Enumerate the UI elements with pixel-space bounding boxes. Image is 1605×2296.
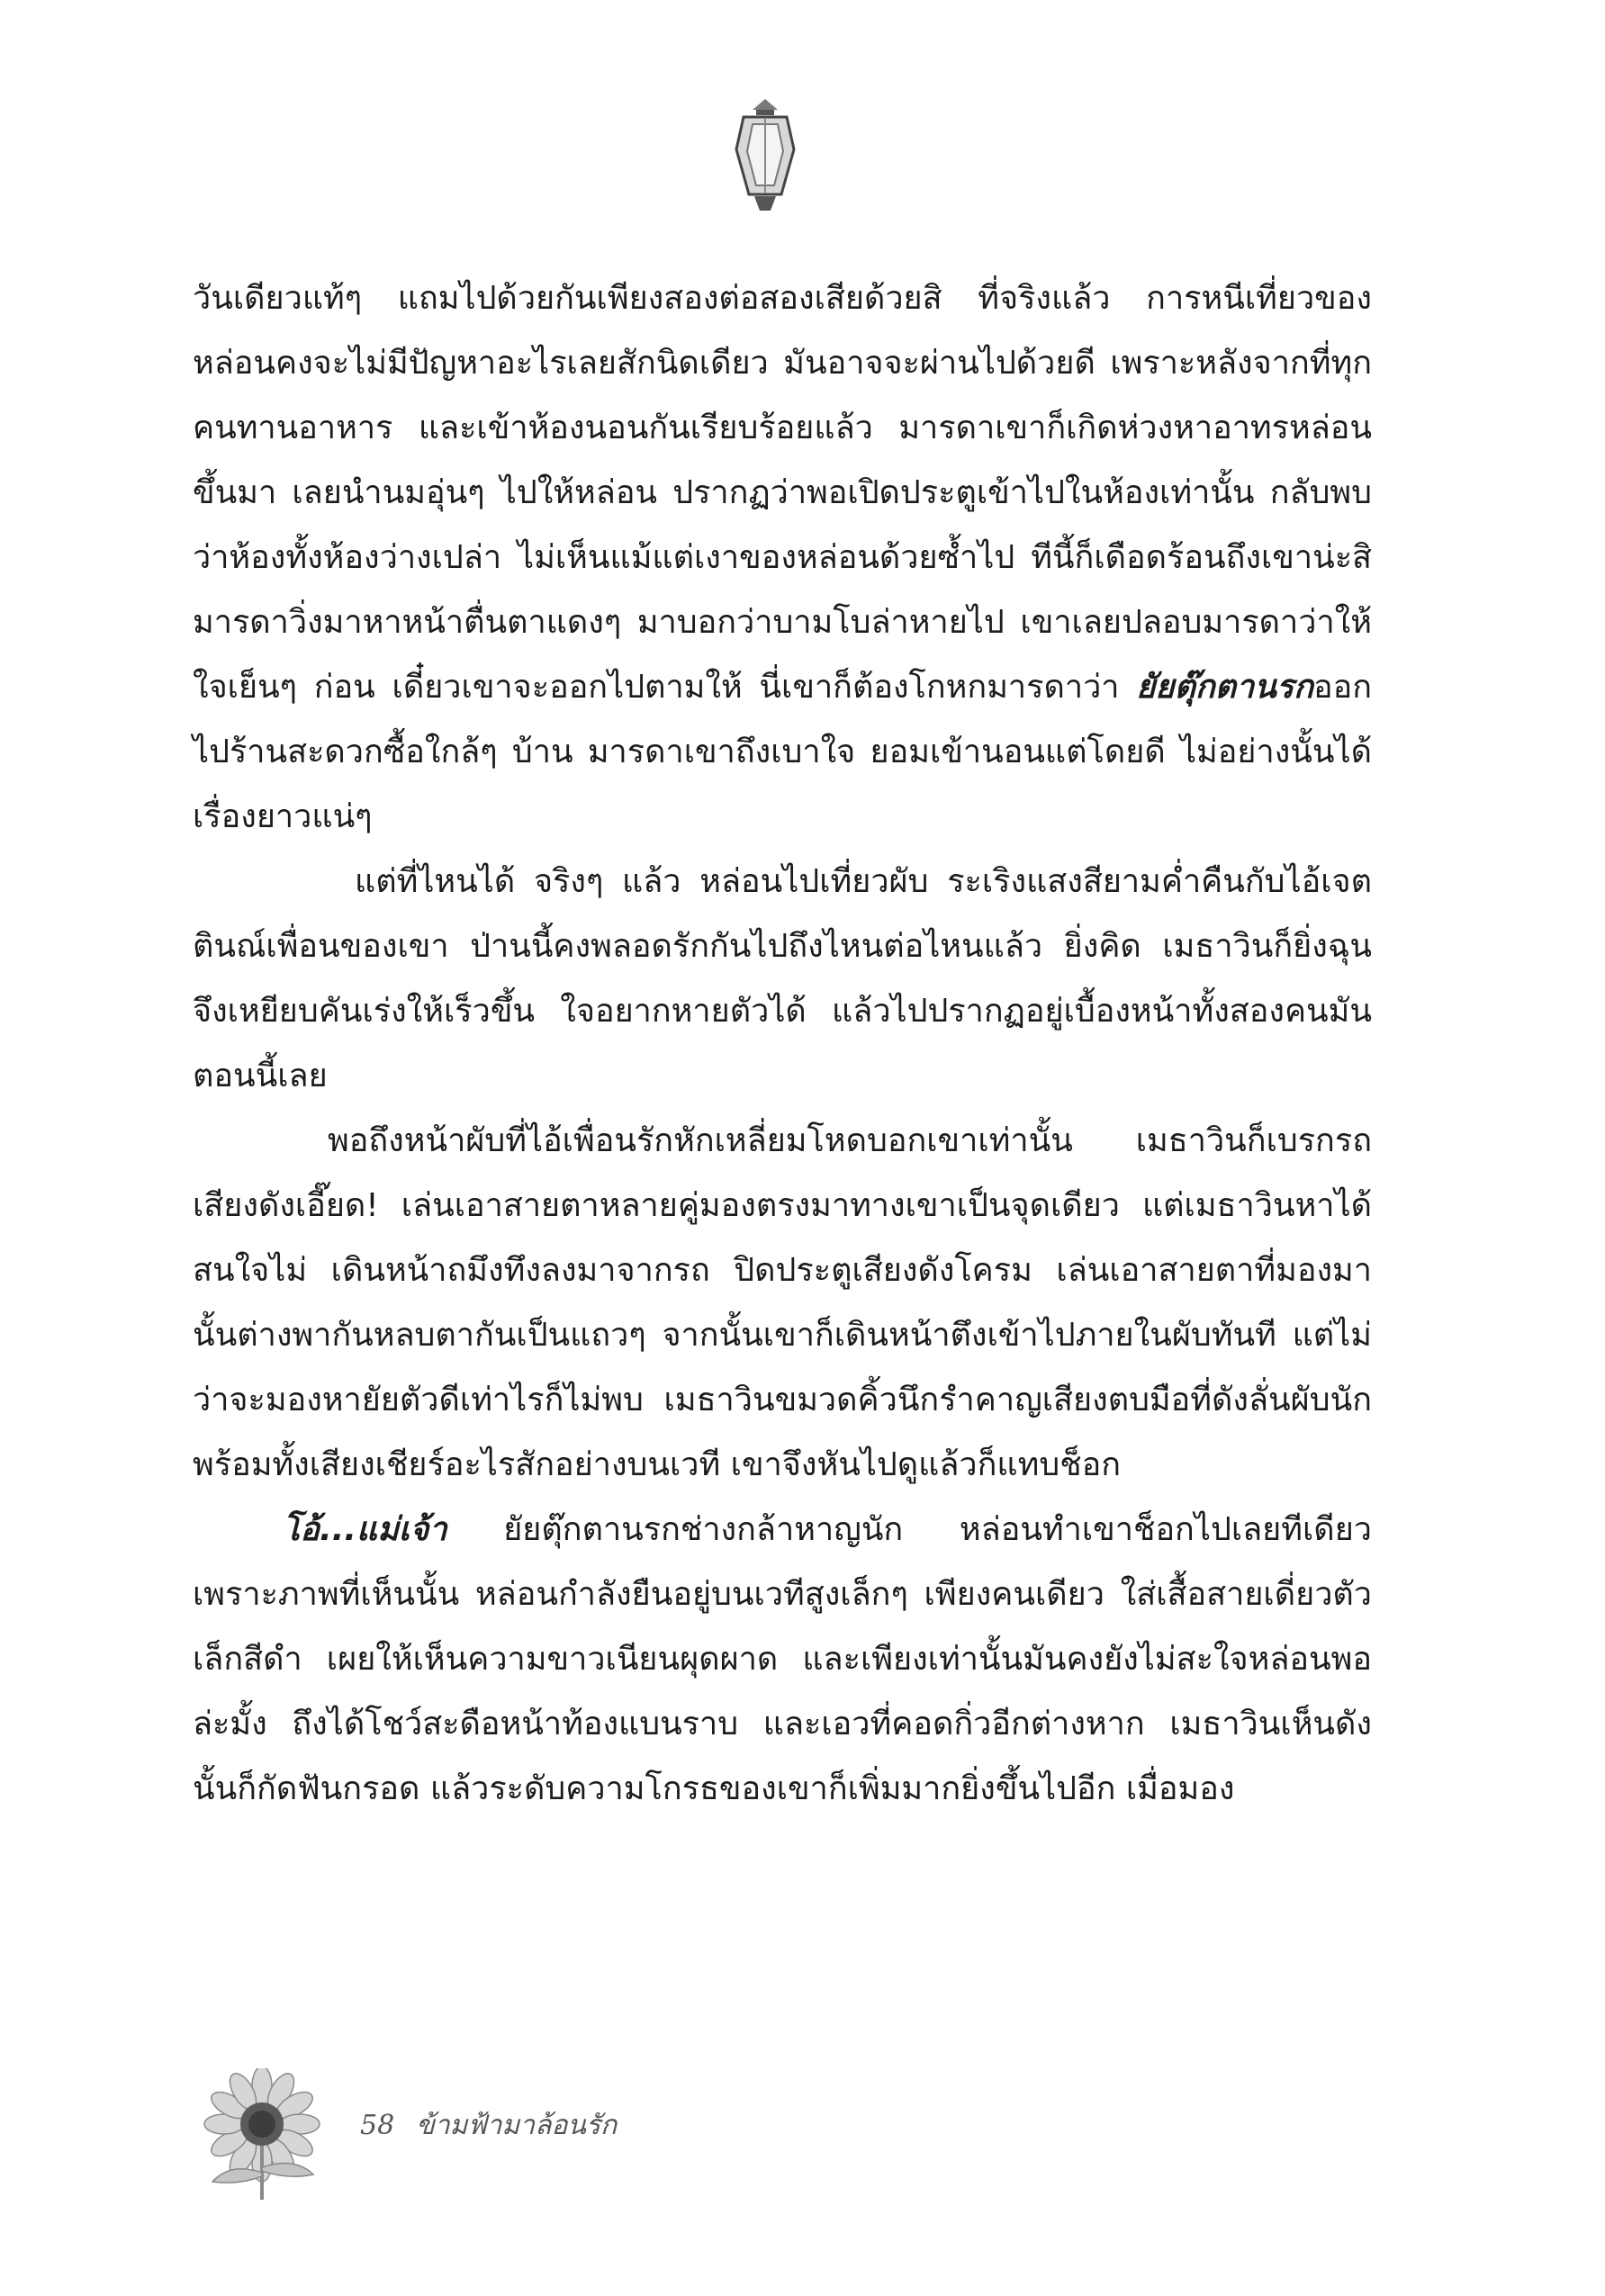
paragraph-3 (193, 1109, 1372, 1498)
lantern-icon (729, 97, 801, 212)
body-text (193, 266, 1372, 1822)
paragraph-1 (193, 266, 1372, 850)
sunflower-icon (194, 2068, 329, 2203)
emphasis-text: ยัยตุ๊กตานรก (1136, 669, 1313, 706)
paragraph-4 (193, 1498, 1372, 1822)
emphasis-text: โอ้...แม่เจ้า (283, 1511, 447, 1548)
book-title: ข้ามฟ้ามาล้อนรัก (416, 2110, 618, 2141)
text-run: ออกไปร้านสะดวกซื้อใกล้ๆ บ้าน มารดาเขาถึงเบาใจ ยอมเข้านอนแต่โดยดี ไม่อย่างนั้นได้เรื่องยาวแน่ๆ (193, 669, 1372, 835)
page-number: 58 (360, 2110, 395, 2141)
text-run: พอถึงหน้าผับที่ไอ้เพื่อนรักหักเหลี่ยมโหดบอกเขาเท่านั้น เมธาวินก็เบรกรถเสียงดังเอี๊ยด! เล่นเอาสายตาหลายคู่มองตรงมาทางเขาเป็นจุดเดียว แต่เมธาวินหาได้สนใจไม่ เดินหน้าถมึงทึงลงมาจากรถ ปิดประตูเสียงดังโครม เล่นเอาสายตาที่มองมานั้นต่างพากันหลบตากันเป็นแถวๆ จากนั้นเขาก็เดินหน้าตึงเข้าไปภายในผับทันที แต่ไม่ว่าจะมองหายัยตัวดีเท่าไรก็ไม่พบ เมธาวินขมวดคิ้วนึกรำคาญเสียงตบมือที่ดังลั่นผับนัก พร้อมทั้งเสียงเชียร์อะไรสักอย่างบนเวที เขาจึงหันไปดูแล้วก็แทบช็อก (193, 1122, 1372, 1483)
text-run: ยัยตุ๊กตานรกช่างกล้าหาญนัก หล่อนทำเขาช็อกไปเลยทีเดียว เพราะภาพที่เห็นนั้น หล่อนกำลังยืนอยู่บนเวทีสูงเล็กๆ เพียงคนเดียว ใส่เสื้อสายเดี่ยวตัวเล็กสีดำ เผยให้เห็นความขาวเนียนผุดผาด และเพียงเท่านั้นมันคงยังไม่สะใจหล่อนพอล่ะมั้ง ถึงได้โชว์สะดือหน้าท้องแบนราบ และเอวที่คอดกิ่วอีกต่างหาก เมธาวินเห็นดังนั้นก็กัดฟันกรอด แล้วระดับความโกรธของเขาก็เพิ่มมากยิ่งขึ้นไปอีก เมื่อมอง (193, 1511, 1372, 1807)
paragraph-2 (193, 850, 1372, 1109)
text-run: แต่ที่ไหนได้ จริงๆ แล้ว หล่อนไปเที่ยวผับ ระเริงแสงสียามค่ำคืนกับไอ้เจตตินณ์เพื่อนของเขา ป่านนี้คงพลอดรักกันไปถึงไหนต่อไหนแล้ว ยิ่งคิด เมธาวินก็ยิ่งฉุนจึงเหยียบคันเร่งให้เร็วขึ้น ใจอยากหายตัวได้ แล้วไปปรากฏอยู่เบื้องหน้าทั้งสองคนมันตอนนี้เลย (193, 863, 1372, 1094)
page-footer (360, 2104, 617, 2147)
text-run: วันเดียวแท้ๆ แถมไปด้วยกันเพียงสองต่อสองเสียด้วยสิ ที่จริงแล้ว การหนีเที่ยวของหล่อนคงจะไม่มีปัญหาอะไรเลยสักนิดเดียว มันอาจจะผ่านไปด้วยดี เพราะหลังจากที่ทุกคนทานอาหาร และเข้าห้องนอนกันเรียบร้อยแล้ว มารดาเขาก็เกิดห่วงหาอาทรหล่อนขึ้นมา เลยนำนมอุ่นๆ ไปให้หล่อน ปรากฏว่าพอเปิดประตูเข้าไปในห้องเท่านั้น กลับพบว่าห้องทั้งห้องว่างเปล่า ไม่เห็นแม้แต่เงาของหล่อนด้วยซ้ำไป ทีนี้ก็เดือดร้อนถึงเขาน่ะสิ มารดาวิ่งมาหาหน้าตื่นตาแดงๆ มาบอกว่าบามโบล่าหายไป เขาเลยปลอบมารดาว่าให้ใจเย็นๆ ก่อน เดี๋ยวเขาจะออกไปตามให้ นี่เขาก็ต้องโกหกมารดาว่า (193, 280, 1372, 706)
